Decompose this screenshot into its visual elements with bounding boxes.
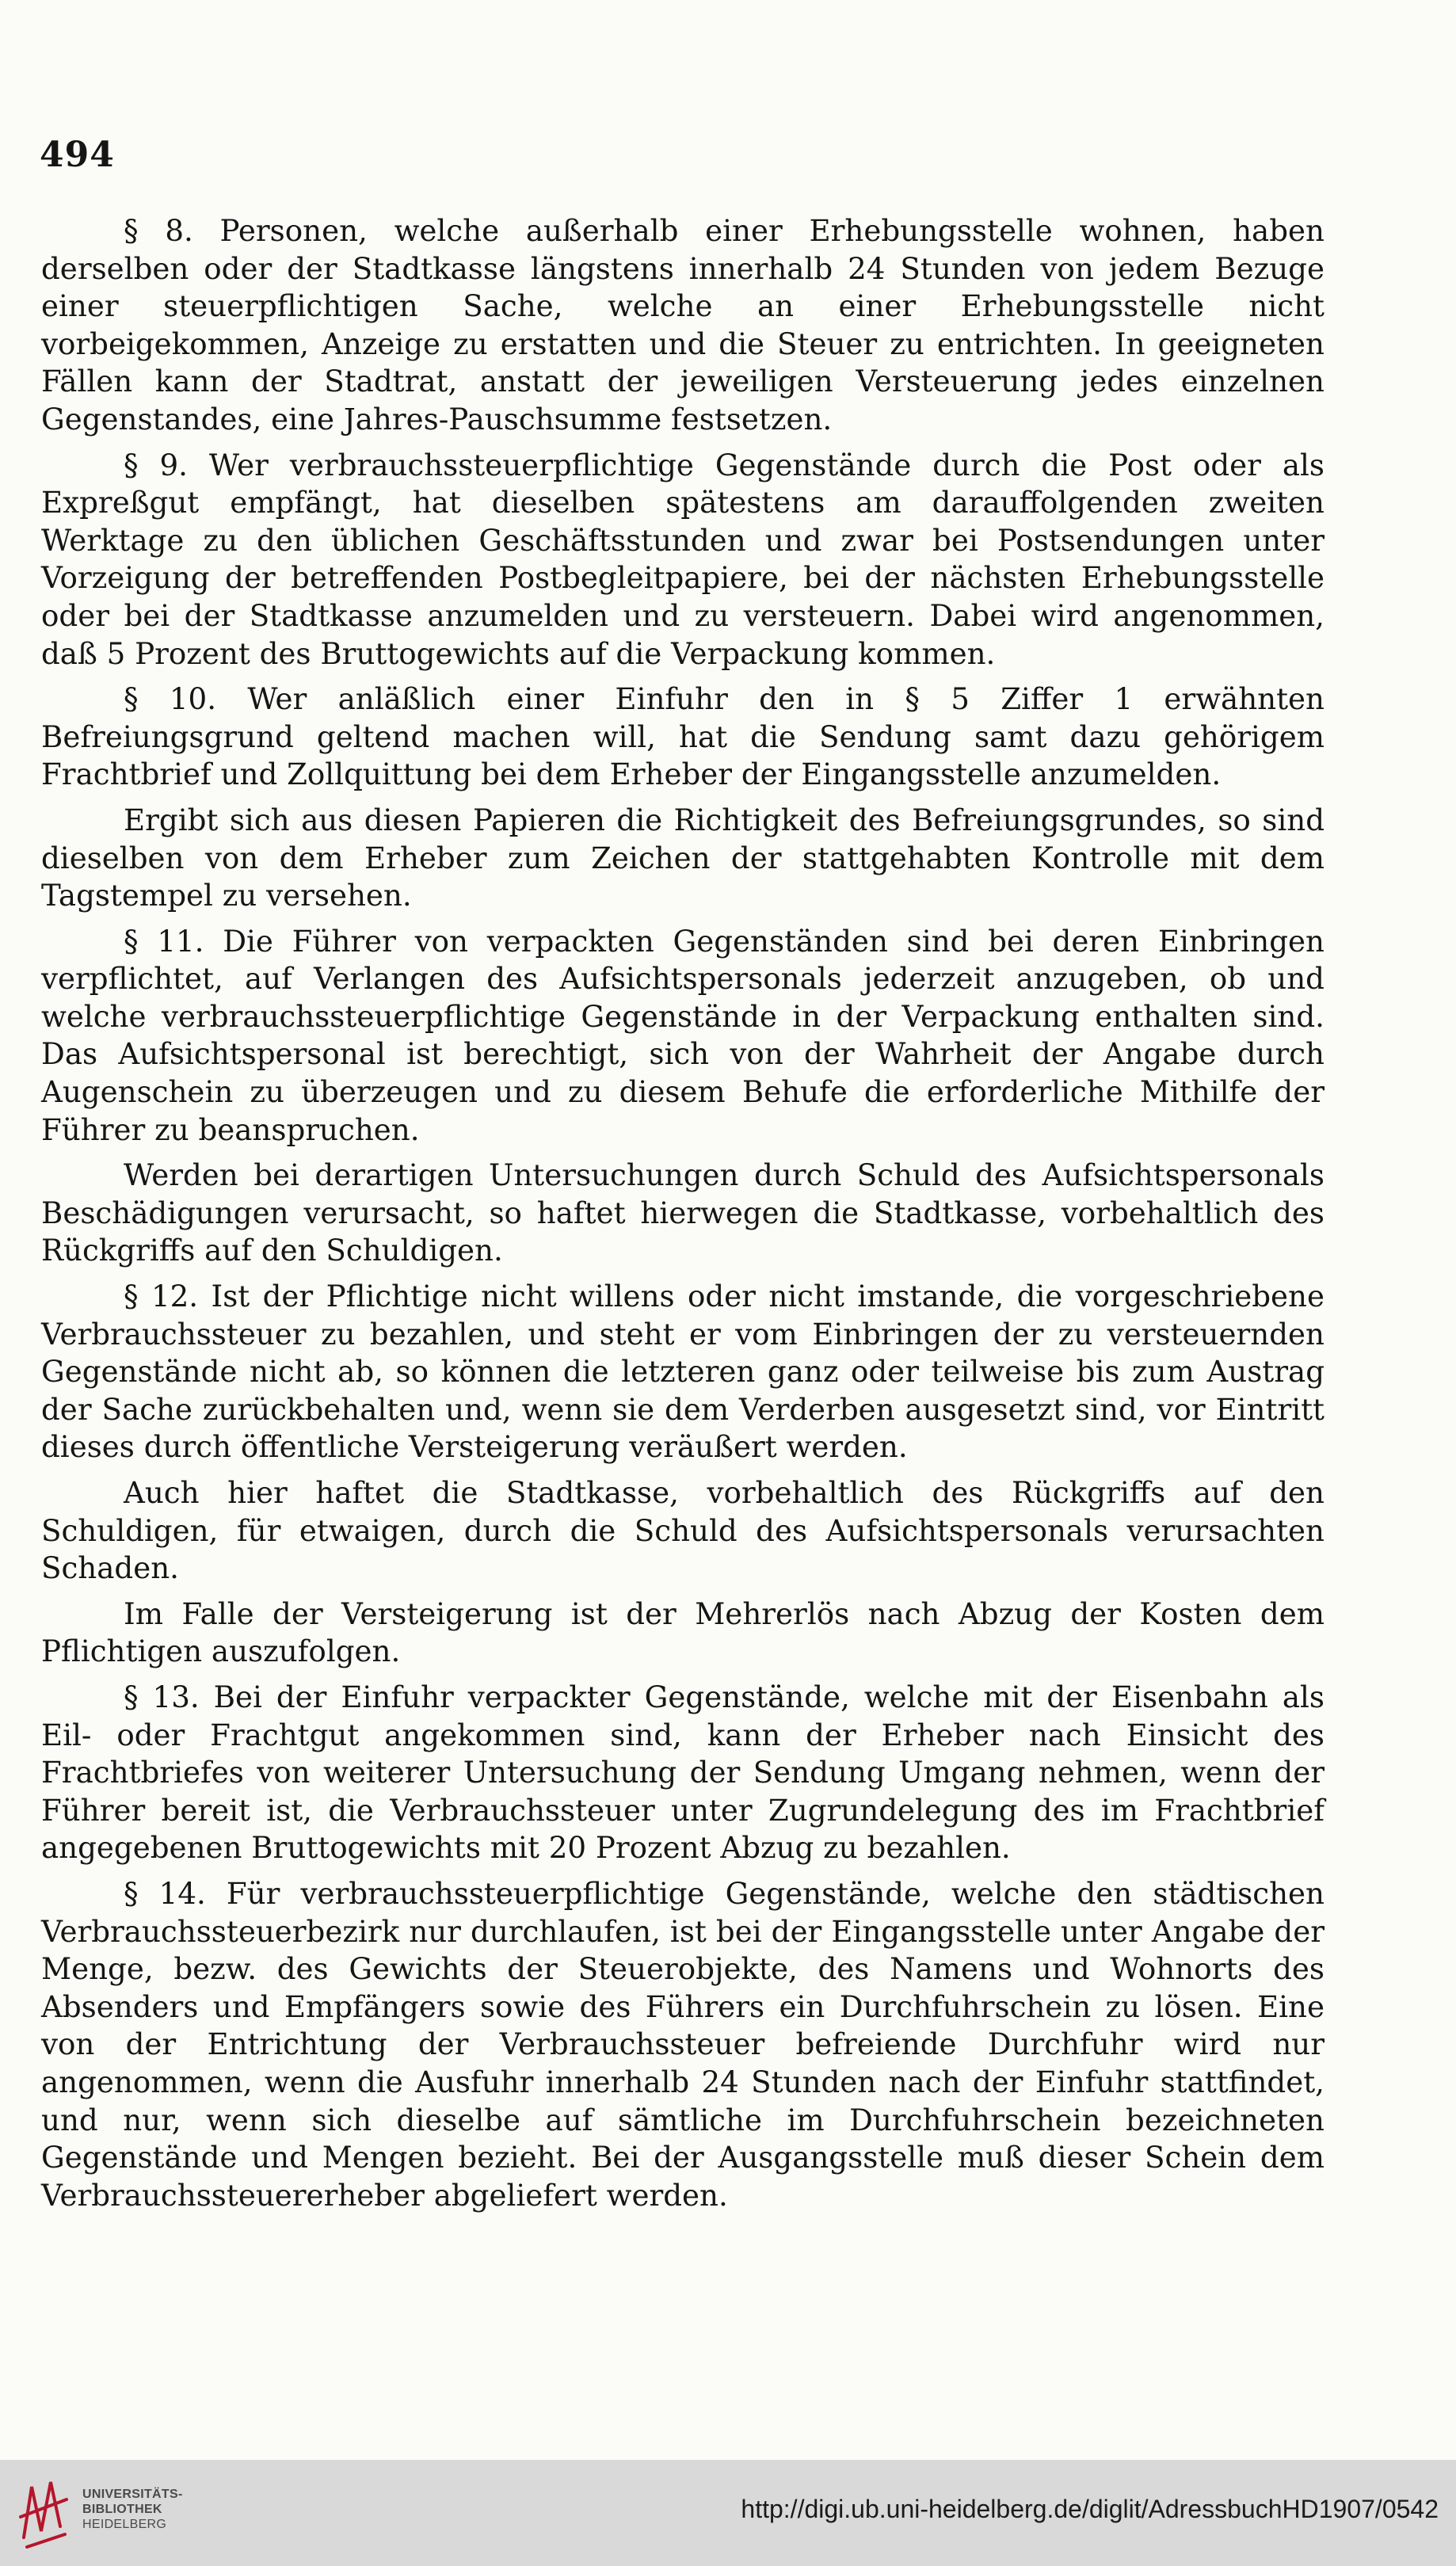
paragraph-section-12-cont-b: Im Falle der Versteigerung ist der Mehrerlös nach Abzug der Kosten dem Pflichtigen auszufolgen. bbox=[41, 1596, 1325, 1669]
source-url-link[interactable]: http://digi.ub.uni-heidelberg.de/diglit/AdressbuchHD1907/0542 bbox=[741, 2495, 1439, 2523]
library-name-line-2: BIBLIOTHEK bbox=[82, 2503, 162, 2516]
page-number: 494 bbox=[40, 135, 115, 175]
paragraph-section-10-cont: Ergibt sich aus diesen Papieren die Richtigkeit des Befreiungsgrundes, so sind dieselben von dem Erheber zum Zeichen der stattgehabten Kontrolle mit dem Tagstempel zu versehen. bbox=[41, 802, 1325, 913]
paragraph-section-8: § 8. Personen, welche außerhalb einer Erhebungsstelle wohnen, haben derselben oder der Stadtkasse längstens innerhalb 24 Stunden von jedem Bezuge einer steuerpflichtigen Sache, welche an einer Erhebungsstelle nicht vorbeigekommen, Anzeige zu erstatten und die Steuer zu entrichten. In geeigneten Fällen kann der Stadtrat, anstatt der jeweiligen Versteuerung jedes einzelnen Gegenstandes, eine Jahres-Pauschsumme festsetzen. bbox=[41, 213, 1325, 437]
library-name bbox=[82, 2487, 183, 2532]
footer-bar bbox=[0, 2460, 1456, 2566]
paragraph-section-11: § 11. Die Führer von verpackten Gegenständen sind bei deren Einbringen verpflichtet, auf Verlangen des Aufsichtspersonals jederzeit anzugeben, ob und welche verbrauchssteuerpflichtige Gegenstände in der Verpackung enthalten sind. Das Aufsichtspersonal ist berechtigt, sich von der Wahrheit der Angabe durch Augenschein zu überzeugen und zu diesem Behufe die erforderliche Mithilfe der Führer zu beanspruchen. bbox=[41, 923, 1325, 1147]
statute-text bbox=[41, 212, 1325, 2214]
paragraph-section-12: § 12. Ist der Pflichtige nicht willens oder nicht imstande, die vorgeschriebene Verbrauchssteuer zu bezahlen, und steht er vom Einbringen der zu versteuernden Gegenstände nicht ab, so können die letzteren ganz oder teilweise bis zum Austrag der Sache zurückbehalten und, wenn sie dem Verderben ausgesetzt sind, vor Eintritt dieses durch öffentliche Versteigerung veräußert werden. bbox=[41, 1279, 1325, 1465]
paragraph-section-14: § 14. Für verbrauchssteuerpflichtige Gegenstände, welche den städtischen Verbrauchssteuerbezirk nur durchlaufen, ist bei der Eingangsstelle unter Angabe der Menge, bezw. des Gewichts der Steuerobjekte, des Namens und Wohnorts des Absenders und Empfängers sowie des Führers ein Durchfuhrschein zu lösen. Eine von der Entrichtung der Verbrauchssteuer befreiende Durchfuhr wird nur angenommen, wenn die Ausfuhr innerhalb 24 Stunden nach der Einfuhr stattfindet, und nur, wenn sich dieselbe auf sämtliche im Durchfuhrschein bezeichneten Gegenstände und Mengen bezieht. Bei der Ausgangsstelle muß dieser Schein dem Verbrauchssteuererheber abgeliefert werden. bbox=[41, 1875, 1325, 2213]
paragraph-section-11-cont: Werden bei derartigen Untersuchungen durch Schuld des Aufsichtspersonals Beschädigungen verursacht, so haftet hierwegen die Stadtkasse, vorbehaltlich des Rückgriffs auf den Schuldigen. bbox=[41, 1157, 1325, 1268]
university-logo-icon[interactable] bbox=[17, 2476, 73, 2549]
paragraph-section-13: § 13. Bei der Einfuhr verpackter Gegenstände, welche mit der Eisenbahn als Eil- oder Frachtgut angekommen sind, kann der Erheber nach Einsicht des Frachtbriefes von weiterer Untersuchung der Sendung Umgang nehmen, wenn der Führer bereit ist, die Verbrauchssteuer unter Zugrundelegung des im Frachtbrief angegebenen Bruttogewichts mit 20 Prozent Abzug zu bezahlen. bbox=[41, 1679, 1325, 1866]
paragraph-section-9: § 9. Wer verbrauchssteuerpflichtige Gegenstände durch die Post oder als Expreßgut empfängt, hat dieselben spätestens am darauffolgenden zweiten Werktage zu den üblichen Geschäftsstunden und zwar bei Postsendungen unter Vorzeigung der betreffenden Postbegleitpapiere, bei der nächsten Erhebungsstelle oder bei der Stadtkasse anzumelden und zu versteuern. Dabei wird angenommen, daß 5 Prozent des Bruttogewichts auf die Verpackung kommen. bbox=[41, 447, 1325, 671]
paragraph-section-12-cont-a: Auch hier haftet die Stadtkasse, vorbehaltlich des Rückgriffs auf den Schuldigen, für etwaigen, durch die Schuld des Aufsichtspersonals verursachten Schaden. bbox=[41, 1475, 1325, 1586]
library-name-line-1: UNIVERSITÄTS- bbox=[82, 2488, 183, 2501]
paragraph-section-10: § 10. Wer anläßlich einer Einfuhr den in § 5 Ziffer 1 erwähnten Befreiungsgrund geltend machen will, hat die Sendung samt dazu gehörigem Frachtbrief und Zollquittung bei dem Erheber der Eingangsstelle anzumelden. bbox=[41, 681, 1325, 792]
library-name-line-3: HEIDELBERG bbox=[82, 2518, 167, 2531]
